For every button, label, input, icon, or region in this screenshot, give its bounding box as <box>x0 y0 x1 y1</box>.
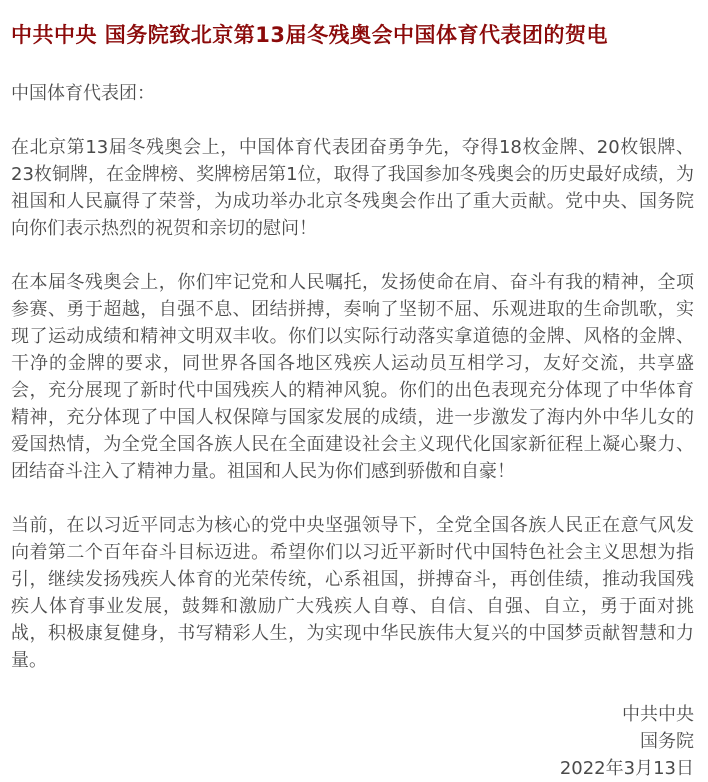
signature-org-cpc: 中共中央 <box>622 704 694 725</box>
signature-date: 2022年3月13日 <box>559 758 694 779</box>
paragraph-expectations: 当前，在以习近平同志为核心的党中央坚强领导下，全党全国各族人民正在意气风发向着第二个百年奋斗目标迈进。希望你们以习近平新时代中国特色社会主义思想为指引，继续发扬残疾人体育的光荣传统，心系祖国，拼搏奋斗，再创佳绩，推动我国残疾人体育事业发展，鼓舞和激励广大残疾人自尊、自信、自强、自立，勇于面对挑战，积极康复健身，书写精彩人生，为实现中华民族伟大复兴的中国梦贡献智慧和力量。 <box>11 515 694 671</box>
paragraph-achievements: 在北京第13届冬残奥会上，中国体育代表团奋勇争先，夺得18枚金牌、20枚银牌、23枚铜牌，在金牌榜、奖牌榜居第1位，取得了我国参加冬残奥会的历史最好成绩，为祖国和人民赢得了荣誉，为成功举办北京冬残奥会作出了重大贡献。党中央、国务院向你们表示热烈的祝贺和亲切的慰问！ <box>11 137 694 239</box>
salutation: 中国体育代表团： <box>11 83 155 104</box>
document-body <box>11 80 694 782</box>
page-title: 中共中央 国务院致北京第13届冬残奥会中国体育代表团的贺电 <box>11 23 609 47</box>
signature-org-state-council: 国务院 <box>640 731 694 752</box>
paragraph-spirit: 在本届冬残奥会上，你们牢记党和人民嘱托，发扬使命在肩、奋斗有我的精神，全项参赛、勇于超越，自强不息、团结拼搏，奏响了坚韧不屈、乐观进取的生命凯歌，实现了运动成绩和精神文明双丰收。你们以实际行动落实拿道德的金牌、风格的金牌、干净的金牌的要求，同世界各国各地区残疾人运动员互相学习，友好交流，共享盛会，充分展现了新时代中国残疾人的精神风貌。你们的出色表现充分体现了中华体育精神，充分体现了中国人权保障与国家发展的成绩，进一步激发了海内外中华儿女的爱国热情，为全党全国各族人民在全面建设社会主义现代化国家新征程上凝心聚力、团结奋斗注入了精神力量。祖国和人民为你们感到骄傲和自豪！ <box>11 272 694 482</box>
signature-block <box>11 701 694 782</box>
